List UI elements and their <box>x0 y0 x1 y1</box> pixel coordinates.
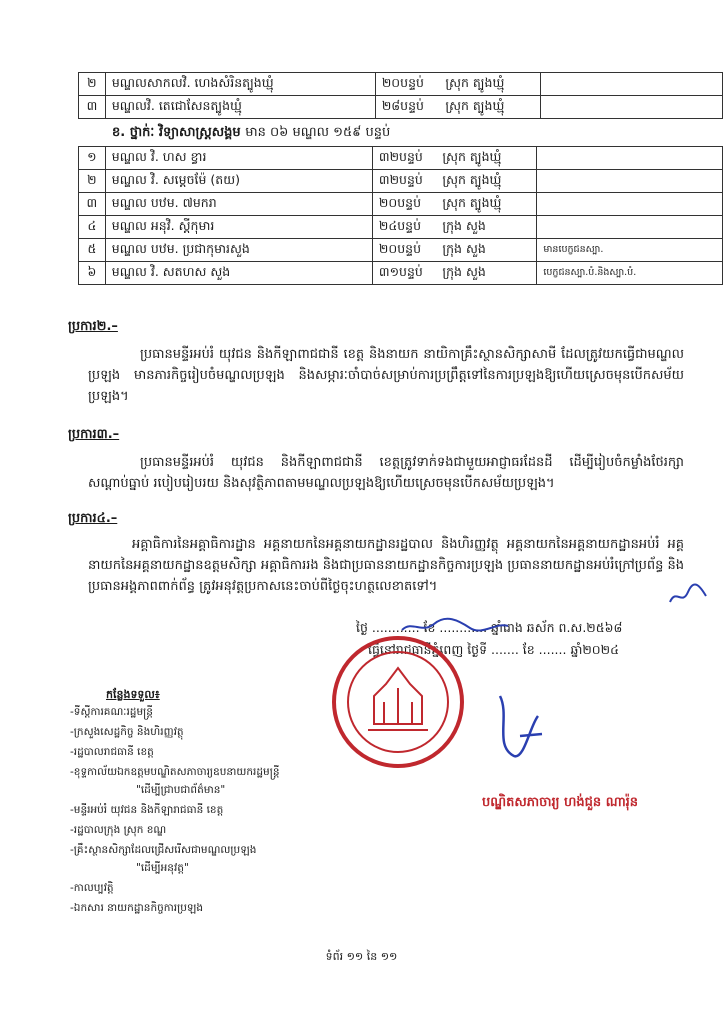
note <box>537 216 723 239</box>
room-count: ៣១បន្ទប់ <box>372 262 436 285</box>
recipient-item: -គ្រឹះស្ថានសិក្សាដែលជ្រើសរើសជាមណ្ឌលប្រឡង <box>70 844 257 856</box>
note <box>540 73 722 96</box>
center-name: មណ្ឌល វិ. សតហស សួង <box>105 262 372 285</box>
room-count: ៣២បន្ទប់ <box>372 170 436 193</box>
location: ស្រុក ត្បូងឃ្មុំ <box>436 170 537 193</box>
table-row <box>79 73 723 96</box>
location: ក្រុង សួង <box>436 216 537 239</box>
location: ក្រុង សួង <box>436 239 537 262</box>
article-2-title: ប្រការ២.– <box>68 319 118 334</box>
article-2-text: ប្រធានមន្ទីរអប់រំ យុវជន និងកីឡាពាជជានី ខេត្ត និងនាយក នាយិកាគ្រឹះស្ថានសិក្សាសាមី ដែលត្រូវយកធ្វើជាមណ្ឌលប្រឡង មានភារកិច្ចរៀបចំមណ្ឌលប្រឡង និងសម្ភារៈចាំបាច់សម្រាប់ការប្រព្រឹត្តទៅនៃការប្រឡងឱ្យហើយស្រេចមុនបើកសម័យប្រឡង។ <box>88 347 684 404</box>
recipients-title: កន្លែងទទួល៖ <box>106 688 160 701</box>
room-count: ៣២បន្ទប់ <box>372 147 436 170</box>
table-row <box>79 170 723 193</box>
recipient-note: "ដើម្បីជ្រាបជាព័ត៌មាន" <box>136 784 226 796</box>
note <box>537 193 723 216</box>
center-name: មណ្ឌល វិ. សម្តេចម៉ែ (តយ) <box>105 170 372 193</box>
room-count: ២០បន្ទប់ <box>372 239 436 262</box>
section-b-heading <box>112 124 390 143</box>
article-3-title: ប្រការ៣.– <box>68 427 120 442</box>
note <box>537 147 723 170</box>
section-b-title: ខ. ថ្នាក់ៈ វិទ្យាសាស្ត្រសង្គម <box>112 125 241 140</box>
note <box>537 170 723 193</box>
room-count: ២៨បន្ទប់ <box>375 96 439 119</box>
table-centers-b <box>78 146 723 285</box>
section-b-count: មាន ០៦ មណ្ឌល ១៥៩ បន្ទប់ <box>245 125 391 140</box>
official-seal-icon <box>328 632 468 772</box>
row-number: ៦ <box>79 262 106 285</box>
recipient-item: -រដ្ឋបាលរាជធានី ខេត្ត <box>70 746 154 758</box>
location: ស្រុក ត្បូងឃ្មុំ <box>436 193 537 216</box>
table-row <box>79 96 723 119</box>
recipient-item: -ខុទ្ទកាល័យឯកឧត្តមបណ្ឌិតសភាចារ្យឧបនាយករដ្ឋមន្ត្រី <box>70 766 280 778</box>
recipient-item: -ក្រសួងសេដ្ឋកិច្ច និងហិរញ្ញវត្ថុ <box>70 726 184 738</box>
page-number: ទំព័រ ១១ នៃ ១១ <box>325 950 398 963</box>
recipient-item: -រដ្ឋបាលក្រុង ស្រុក ខណ្ឌ <box>70 824 167 836</box>
recipient-note: "ដើម្បីអនុវត្ត" <box>136 862 189 874</box>
location: ស្រុក ត្បូងឃ្មុំ <box>436 147 537 170</box>
center-name: មណ្ឌល អនុវិ. ស្តីកុមារ <box>105 216 372 239</box>
table-centers-a <box>78 72 723 119</box>
center-name: មណ្ឌល វិ. ហស ខ្វារ <box>105 147 372 170</box>
table-row <box>79 216 723 239</box>
table-row <box>79 239 723 262</box>
room-count: ២០បន្ទប់ <box>375 73 439 96</box>
recipient-item: -មន្ទីរអប់រំ យុវជន និងកីឡារាជធានី ខេត្ត <box>70 804 224 816</box>
article-3-text: ប្រធានមន្ទីរអប់រំ យុវជន និងកីឡាពាជជានី ខេត្តត្រូវទាក់ទងជាមួយអាជ្ញាធរដែនដី ដើម្បីរៀបចំកម្លាំងថែរក្សាសណ្តាប់ធ្នាប់ របៀបរៀបរយ និងសុវត្ថិភាពតាមមណ្ឌលប្រឡងឱ្យហើយស្រេចមុនបើកសម័យប្រឡង។ <box>88 455 684 491</box>
signatory-name: បណ្ឌិតសភាចារ្យ ហង់ជួន ណារ៉ុន <box>482 795 639 810</box>
lunar-date: ថ្ងៃ ............ ខែ ............ ឆ្នាំរោង ឆស័ក ព.ស.២៥៦៨ <box>356 620 623 635</box>
note: មានបេក្ខជនស្បា. <box>537 239 723 262</box>
recipient-item: -ឯកសារ នាយកដ្ឋានកិច្ចការប្រឡង <box>70 902 204 914</box>
center-name: មណ្ឌលវិ. តេជោសែនត្បូងឃ្មុំ <box>105 96 375 119</box>
row-number: ៤ <box>79 216 106 239</box>
signature-icon <box>480 686 560 776</box>
room-count: ២០បន្ទប់ <box>372 193 436 216</box>
center-name: មណ្ឌលសាកលវិ. ហេងសំរិនត្បូងឃ្មុំ <box>105 73 375 96</box>
recipient-item: -កាលប្បវត្តិ <box>70 882 114 894</box>
note <box>540 96 722 119</box>
location: ស្រុក ត្បូងឃ្មុំ <box>439 96 540 119</box>
row-number: ២ <box>79 170 106 193</box>
center-name: មណ្ឌល បឋម. ប្រជាកុមារសួង <box>105 239 372 262</box>
article-4-title: ប្រការ៤.– <box>68 511 118 526</box>
room-count: ២៤បន្ទប់ <box>372 216 436 239</box>
row-number: ១ <box>79 147 106 170</box>
table-row <box>79 262 723 285</box>
center-name: មណ្ឌល បឋម. ៧មករា <box>105 193 372 216</box>
article-4-text: អគ្គាធិការនៃអគ្គាធិការដ្ឋាន អគ្គនាយកនៃអគ្គនាយកដ្ឋានរដ្ឋបាល និងហិរញ្ញវត្ថុ អគ្គនាយកនៃអគ្គនាយកដ្ឋានអប់រំ អគ្គនាយកនៃអគ្គនាយកដ្ឋានឧត្តមសិក្សា អគ្គាធិការរង និងជាប្រធាននាយកដ្ឋានកិច្ចការប្រឡង ប្រធាននាយកដ្ឋានអប់រំក្រៅប្រព័ន្ធ និងប្រធានអង្គភាពពាក់ព័ន្ធ ត្រូវអនុវត្តប្រកាសនេះចាប់ពីថ្ងៃចុះហត្ថលេខាតទៅ។ <box>88 537 684 594</box>
location: ស្រុក ត្បូងឃ្មុំ <box>439 73 540 96</box>
location: ក្រុង សួង <box>436 262 537 285</box>
note: បេក្ខជនស្បា.បំ.និងស្បា.បំ. <box>537 262 723 285</box>
row-number: ៣ <box>79 96 106 119</box>
recipient-item: -ទីស្តីការគណៈរដ្ឋមន្ត្រី <box>70 706 153 718</box>
row-number: ២ <box>79 73 106 96</box>
row-number: ៥ <box>79 239 106 262</box>
table-row <box>79 193 723 216</box>
solar-date: ធ្វើនៅរាជធានីភ្នំពេញ ថ្ងៃទី ....... ខែ ....... ឆ្នាំ២០២៤ <box>368 642 619 657</box>
row-number: ៣ <box>79 193 106 216</box>
table-row <box>79 147 723 170</box>
handwritten-initial-icon <box>666 582 710 610</box>
